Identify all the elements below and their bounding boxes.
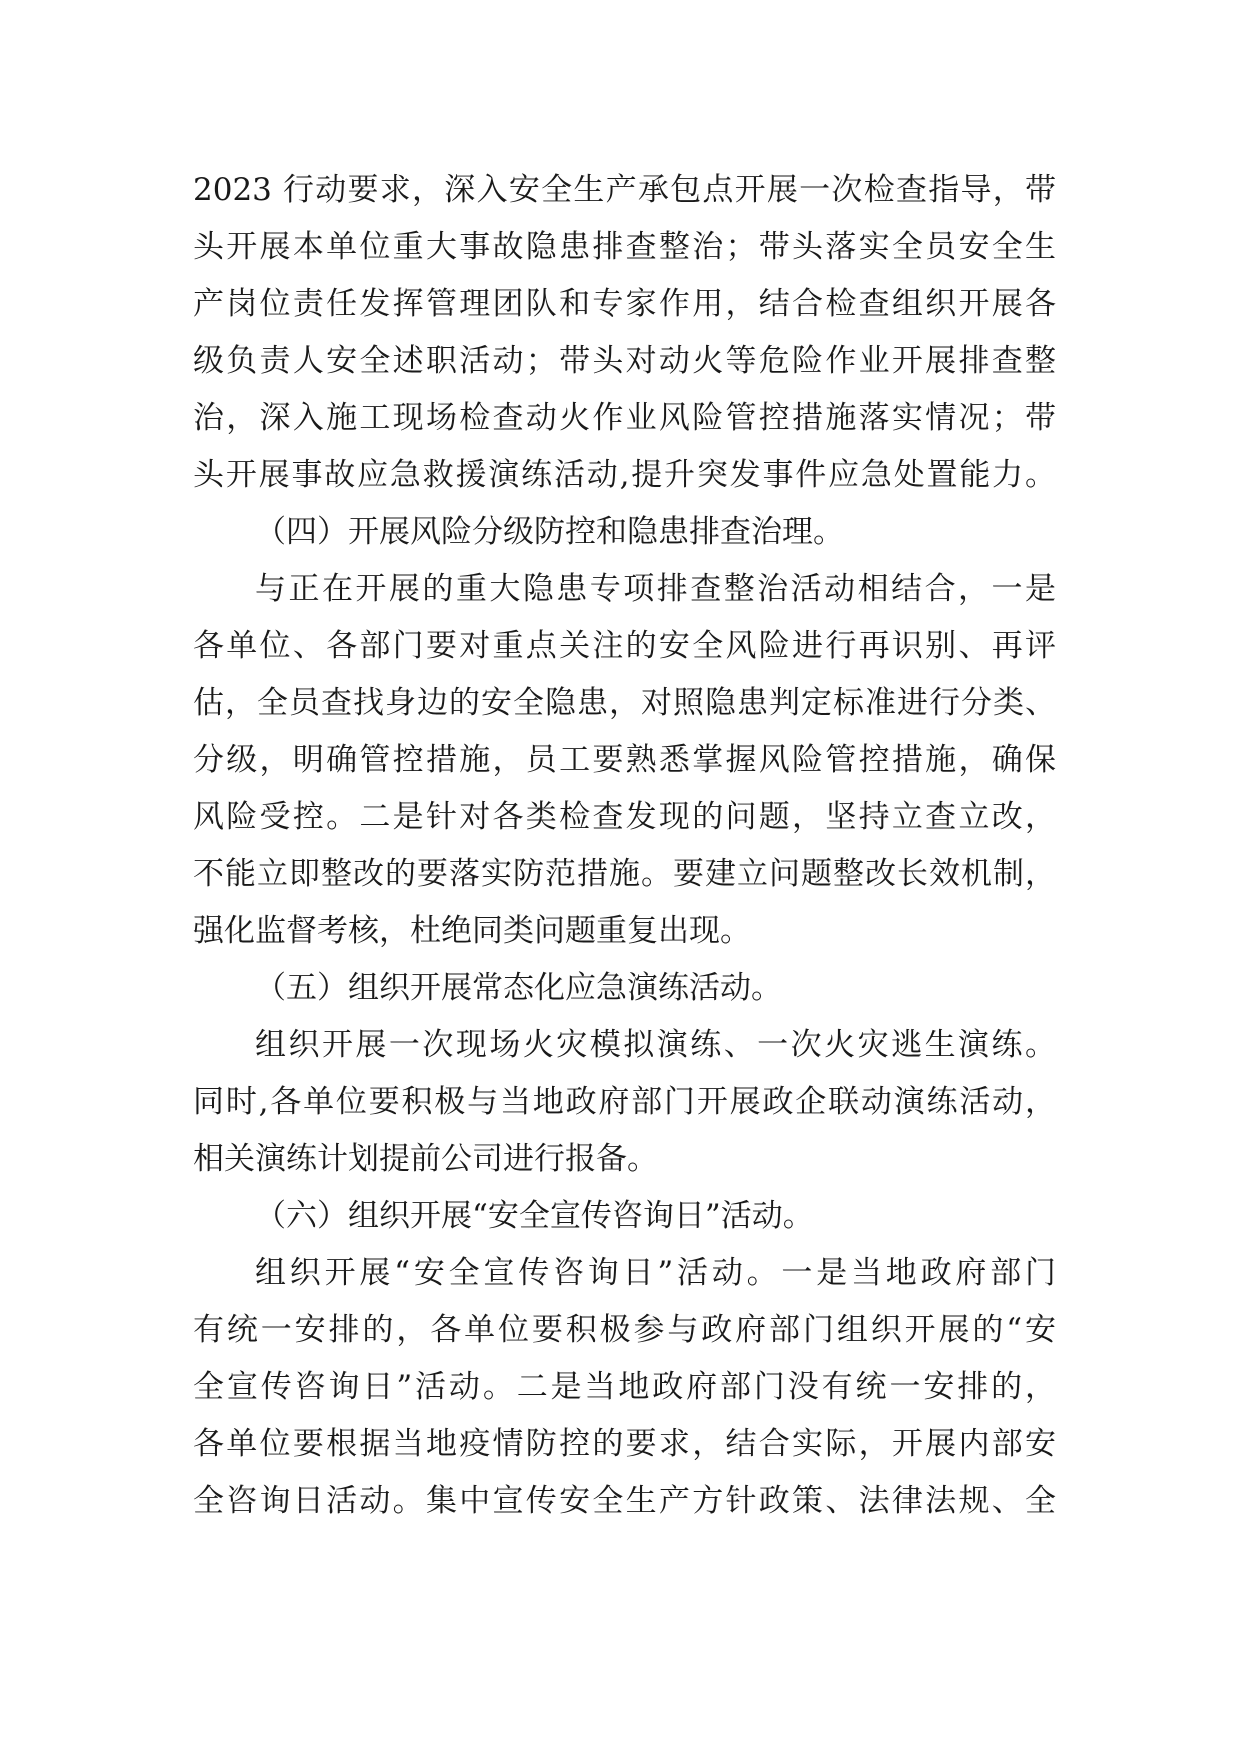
- text-line: 不能立即整改的要落实防范措施。要建立问题整改长效机制，: [193, 856, 1056, 892]
- text-line: 分级，明确管控措施，员工要熟悉掌握风险管控措施，确保: [193, 742, 1056, 778]
- section-heading: （五）组织开展常态化应急演练活动。: [255, 970, 782, 1006]
- text-line: 与正在开展的重大隐患专项排查整治活动相结合，一是: [255, 571, 1056, 607]
- text-line: 各单位要根据当地疫情防控的要求，结合实际，开展内部安: [193, 1426, 1056, 1462]
- text-line: 产岗位责任发挥管理团队和专家作用，结合检查组织开展各: [193, 286, 1056, 322]
- text-line: 全咨询日活动。集中宣传安全生产方针政策、法律法规、全: [193, 1483, 1056, 1519]
- text-line: 相关演练计划提前公司进行报备。: [193, 1141, 658, 1177]
- section-heading: （四）开展风险分级防控和隐患排查治理。: [255, 514, 844, 550]
- text-line: 各单位、各部门要对重点关注的安全风险进行再识别、再评: [193, 628, 1056, 664]
- text-line: 治，深入施工现场检查动火作业风险管控措施落实情况；带: [193, 400, 1056, 436]
- text-line: 级负责人安全述职活动；带头对动火等危险作业开展排查整: [193, 343, 1056, 379]
- text-line: 同时,各单位要积极与当地政府部门开展政企联动演练活动，: [193, 1084, 1056, 1120]
- text-line: 头开展事故应急救援演练活动,提升突发事件应急处置能力。: [193, 457, 1056, 493]
- text-line: 组织开展一次现场火灾模拟演练、一次火灾逃生演练。: [255, 1027, 1056, 1063]
- text-line: 估，全员查找身边的安全隐患，对照隐患判定标准进行分类、: [193, 685, 1056, 721]
- text-line: 头开展本单位重大事故隐患排查整治；带头落实全员安全生: [193, 229, 1056, 265]
- section-heading: （六）组织开展“安全宣传咨询日”活动。: [255, 1198, 814, 1234]
- text-line: 全宣传咨询日”活动。二是当地政府部门没有统一安排的，: [193, 1369, 1056, 1405]
- text-line: 有统一安排的，各单位要积极参与政府部门组织开展的“安: [193, 1312, 1056, 1348]
- text-line: 组织开展“安全宣传咨询日”活动。一是当地政府部门: [255, 1255, 1056, 1291]
- text-line: 2023 行动要求，深入安全生产承包点开展一次检查指导，带: [193, 172, 1056, 208]
- text-line: 强化监督考核，杜绝同类问题重复出现。: [193, 913, 751, 949]
- text-line: 风险受控。二是针对各类检查发现的问题，坚持立查立改，: [193, 799, 1056, 835]
